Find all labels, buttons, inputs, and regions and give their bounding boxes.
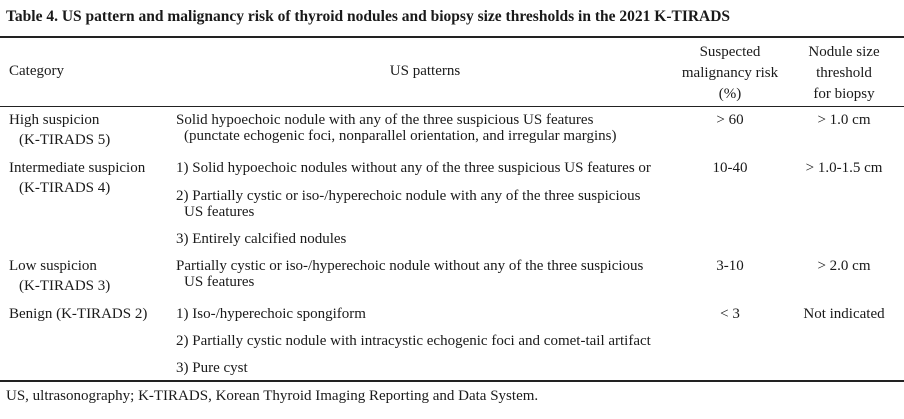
header-category: Category: [9, 63, 64, 79]
row-intermediate-category: Intermediate suspicion: [9, 160, 146, 176]
row-intermediate-threshold: > 1.0-1.5 cm: [805, 160, 883, 176]
row-intermediate-pattern-2: 2) Partially cystic or iso-/hyperechoic nodule with any of the three suspicious: [176, 188, 641, 204]
header-malignancy-risk: Suspected malignancy risk (%): [681, 44, 779, 102]
row-high-risk: > 60: [716, 112, 744, 128]
row-benign-risk: < 3: [720, 306, 740, 322]
row-low-pattern: Partially cystic or iso-/hyperechoic nodule without any of the three suspicious: [176, 258, 644, 274]
row-intermediate-category-sub: (K-TIRADS 4): [19, 180, 111, 196]
row-high-pattern-cont: (punctate echogenic foci, nonparallel orientation, and irregular margins): [184, 128, 617, 144]
row-intermediate-pattern-1: 1) Solid hypoechoic nodules without any of the three suspicious US features or: [176, 160, 651, 176]
table-title: Table 4. US pattern and malignancy risk of thyroid nodules and biopsy size thresholds in the 2021 K-TIRADS: [6, 8, 731, 25]
row-benign-pattern-1: 1) Iso-/hyperechoic spongiform: [176, 306, 366, 322]
row-benign-threshold: Not indicated: [803, 306, 885, 322]
header-size-threshold: Nodule size threshold for biopsy: [808, 44, 880, 102]
row-low-category-sub: (K-TIRADS 3): [19, 278, 111, 294]
row-low-pattern-cont: US features: [184, 274, 255, 290]
bottom-rule: [0, 380, 904, 382]
row-low-risk: 3-10: [716, 258, 744, 274]
row-high-category: High suspicion: [9, 112, 100, 128]
row-benign-pattern-3: 3) Pure cyst: [176, 360, 248, 376]
row-intermediate-pattern-2-cont: US features: [184, 204, 255, 220]
row-low-category: Low suspicion: [9, 258, 97, 274]
row-high-category-sub: (K-TIRADS 5): [19, 132, 111, 148]
row-benign-category: Benign (K-TIRADS 2): [9, 306, 148, 322]
row-low-threshold: > 2.0 cm: [817, 258, 871, 274]
header-rule: [0, 106, 904, 107]
row-intermediate-pattern-3: 3) Entirely calcified nodules: [176, 231, 347, 247]
row-high-threshold: > 1.0 cm: [817, 112, 871, 128]
table-footnote: US, ultrasonography; K-TIRADS, Korean Thyroid Imaging Reporting and Data System.: [6, 388, 539, 404]
row-benign-pattern-2: 2) Partially cystic nodule with intracystic echogenic foci and comet-tail artifact: [176, 333, 651, 349]
row-high-pattern: Solid hypoechoic nodule with any of the three suspicious US features: [176, 112, 594, 128]
row-intermediate-risk: 10-40: [712, 160, 748, 176]
header-us-patterns: US patterns: [389, 63, 461, 79]
top-rule: [0, 36, 904, 38]
